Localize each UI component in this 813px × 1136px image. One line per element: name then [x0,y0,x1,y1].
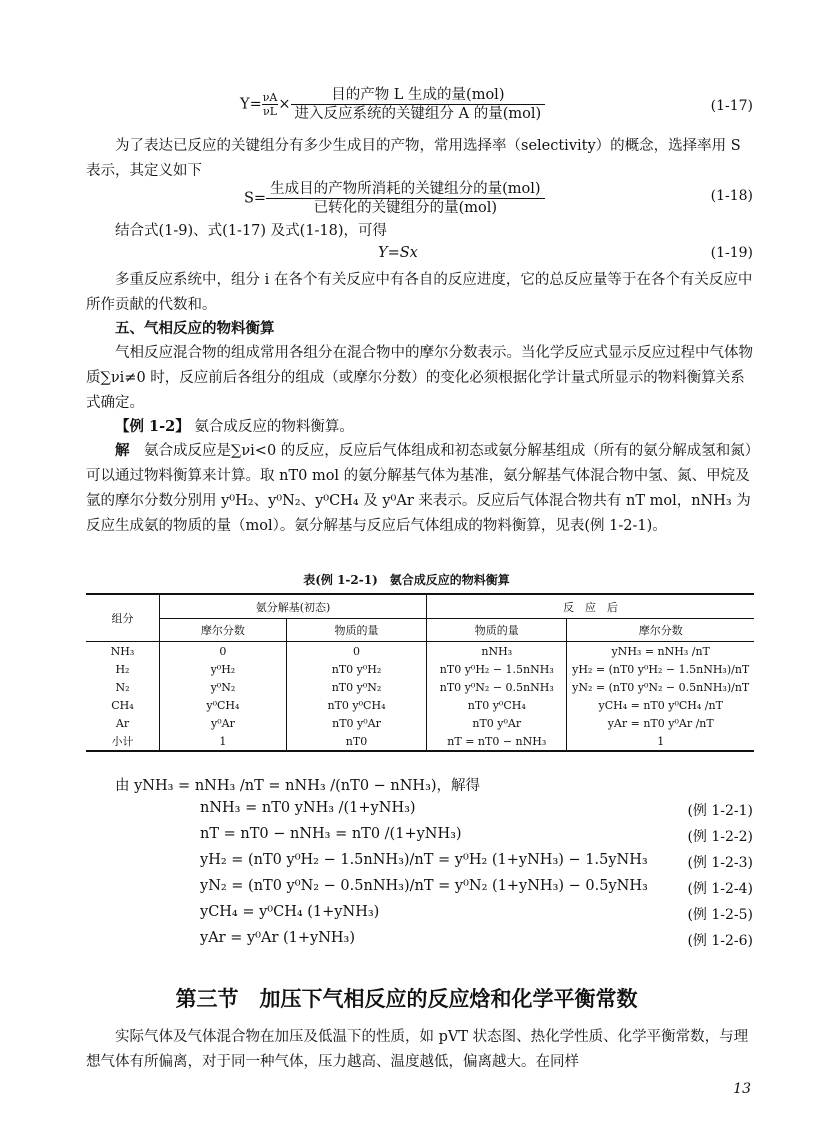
section-title: 第三节 加压下气相反应的反应焓和化学平衡常数 [175,986,638,1011]
yield-fraction [291,86,546,123]
cell: nT0 y⁰CH₄ [427,696,567,714]
solution-label: 解 [115,442,130,459]
paragraph-solution [86,438,754,539]
equation-number: (1-17) [710,98,753,114]
times-sign: × [278,96,291,113]
cell: yN₂ = (nT0 y⁰N₂ − 0.5nNH₃)/nT [567,678,754,696]
cell: nT0 y⁰N₂ [286,678,426,696]
result-number: (例 1-2-4) [687,881,753,897]
equation-1-19: Y=Sx [378,245,418,261]
cell-component: Ar [115,716,130,730]
cell: nT0 y⁰Ar [427,714,567,732]
table-row [86,642,754,661]
header-component: 组分 [86,594,159,642]
cell: y⁰CH₄ [159,696,286,714]
solve-line: 由 yNH₃ = nNH₃ /nT = nNH₃ /(nT0 − nNH₃)，解得 [115,778,481,794]
result-number: (例 1-2-1) [687,803,753,819]
table-row [86,678,754,696]
example-heading [86,414,754,440]
result-equation: yH₂ = (nT0 y⁰H₂ − 1.5nNH₃)/nT = y⁰H₂ (1+yNH₃) − 1.5yNH₃ [200,852,648,868]
selectivity-fraction [266,180,544,217]
cell: nT0 y⁰N₂ − 0.5nNH₃ [427,678,567,696]
table-row [86,660,754,678]
fraction-denominator: 进入反应系统的关键组分 A 的量(mol) [294,106,542,122]
result-equation: nNH₃ = nT0 yNH₃ /(1+yNH₃) [200,800,416,816]
paragraph-combine: 结合式(1-9)、式(1-17) 及式(1-18)，可得 [115,223,388,239]
coefficient-fraction [262,91,279,118]
cell: 0 [159,642,286,661]
subsection-heading: 五、气相反应的物料衡算 [115,320,275,337]
cell-component: N₂ [115,680,130,694]
fraction-numerator: 生成目的产物所消耗的关键组分的量(mol) [266,180,544,199]
result-number: (例 1-2-2) [687,829,753,845]
coef-denominator: νL [263,105,278,118]
result-equation: nT = nT0 − nNH₃ = nT0 /(1+yNH₃) [200,826,462,842]
eq-lhs: S= [244,190,267,207]
cell: yNH₃ = nNH₃ /nT [567,642,754,661]
cell: nT0 y⁰H₂ [286,660,426,678]
page-number: 13 [733,1081,751,1097]
cell: y⁰Ar [159,714,286,732]
table-row [86,714,754,732]
result-number: (例 1-2-6) [687,933,753,949]
subheader-mole-fraction: 摩尔分数 [567,619,754,642]
result-equation: yN₂ = (nT0 y⁰N₂ − 0.5nNH₃)/nT = y⁰N₂ (1+yNH₃) − 0.5yNH₃ [200,878,648,894]
cell: nT0 [286,732,426,751]
equation-number: (1-19) [710,245,753,261]
eq-lhs: Y= [240,96,262,113]
cell: yAr = nT0 y⁰Ar /nT [567,714,754,732]
solution-text: 氨合成反应是∑νi<0 的反应，反应后气体组成和初态或氨分解基组成（所有的氨分解成氢和氮）可以通过物料衡算来计算。取 nT0 mol 的氨分解基气体为基准，氨分解基气体混合物中氢、氮、甲烷及氩的摩尔分数分别用 y⁰H₂、y⁰N₂、y⁰CH₄ 及 y⁰Ar 来表示。反应后气体混合物共有 nT mol，nNH₃ 为反应生成氨的物质的量（mol）。氨分解基与反应后气体组成的物料衡算，见表(例 1-2-1)。 [86,443,753,534]
fraction-numerator: 目的产物 L 生成的量(mol) [291,86,546,105]
cell-component: 小计 [86,732,159,751]
cell: 1 [567,732,754,751]
cell: yH₂ = (nT0 y⁰H₂ − 1.5nNH₃)/nT [567,660,754,678]
header-initial-group: 氨分解基(初态) [159,594,426,619]
cell: 1 [159,732,286,751]
result-equation: yAr = y⁰Ar (1+yNH₃) [200,930,356,946]
table-caption: 表(例 1-2-1) 氨合成反应的物料衡算 [303,573,510,587]
fraction-denominator: 已转化的关键组分的量(mol) [313,200,498,216]
cell-component: NH₃ [110,644,135,658]
paragraph-selectivity: 为了表达已反应的关键组分有多少生成目的产物，常用选择率（selectivity）的概念，选择率用 S 表示，其定义如下 [86,138,741,179]
cell: nNH₃ [427,642,567,661]
equation-1-17 [240,86,545,123]
example-label: 【例 1-2】 [115,418,190,435]
cell: nT0 y⁰Ar [286,714,426,732]
cell: yCH₄ = nT0 y⁰CH₄ /nT [567,696,754,714]
cell: y⁰H₂ [159,660,286,678]
cell: y⁰N₂ [159,678,286,696]
paragraph-gas-phase: 气相反应混合物的组成常用各组分在混合物中的摩尔分数表示。当化学反应式显示反应过程中气体物质∑νi≠0 时，反应前后各组分的组成（或摩尔分数）的变化必须根据化学计量式所显示的物料衡算关系式确定。 [86,345,753,411]
paragraph-multi-reaction: 多重反应系统中，组分 i 在各个有关反应中有各自的反应进度，它的总反应量等于在各个有关反应中所作贡献的代数和。 [86,272,753,313]
cell-component: H₂ [115,662,130,676]
coef-numerator: νA [262,91,278,104]
subheader-amount: 物质的量 [286,619,426,642]
header-after-group: 反 应 后 [427,594,754,619]
subheader-mole-fraction: 摩尔分数 [159,619,286,642]
equation-number: (1-18) [710,188,753,204]
table-row-total [86,732,754,751]
cell: 0 [286,642,426,661]
cell-component: CH₄ [111,698,134,712]
material-balance-table [86,593,754,752]
result-equation: yCH₄ = y⁰CH₄ (1+yNH₃) [200,904,380,920]
cell: nT0 y⁰H₂ − 1.5nNH₃ [427,660,567,678]
cell: nT = nT0 − nNH₃ [427,732,567,751]
cell: nT0 y⁰CH₄ [286,696,426,714]
result-number: (例 1-2-5) [687,907,753,923]
equation-1-18 [244,180,545,217]
result-number: (例 1-2-3) [687,855,753,871]
paragraph-last: 实际气体及气体混合物在加压及低温下的性质，如 pVT 状态图、热化学性质、化学平衡常数，与理想气体有所偏离，对于同一种气体，压力越高、温度越低，偏离越大。在同样 [86,1029,749,1070]
subheader-amount: 物质的量 [427,619,567,642]
table-row [86,696,754,714]
example-text: 氨合成反应的物料衡算。 [194,419,354,435]
